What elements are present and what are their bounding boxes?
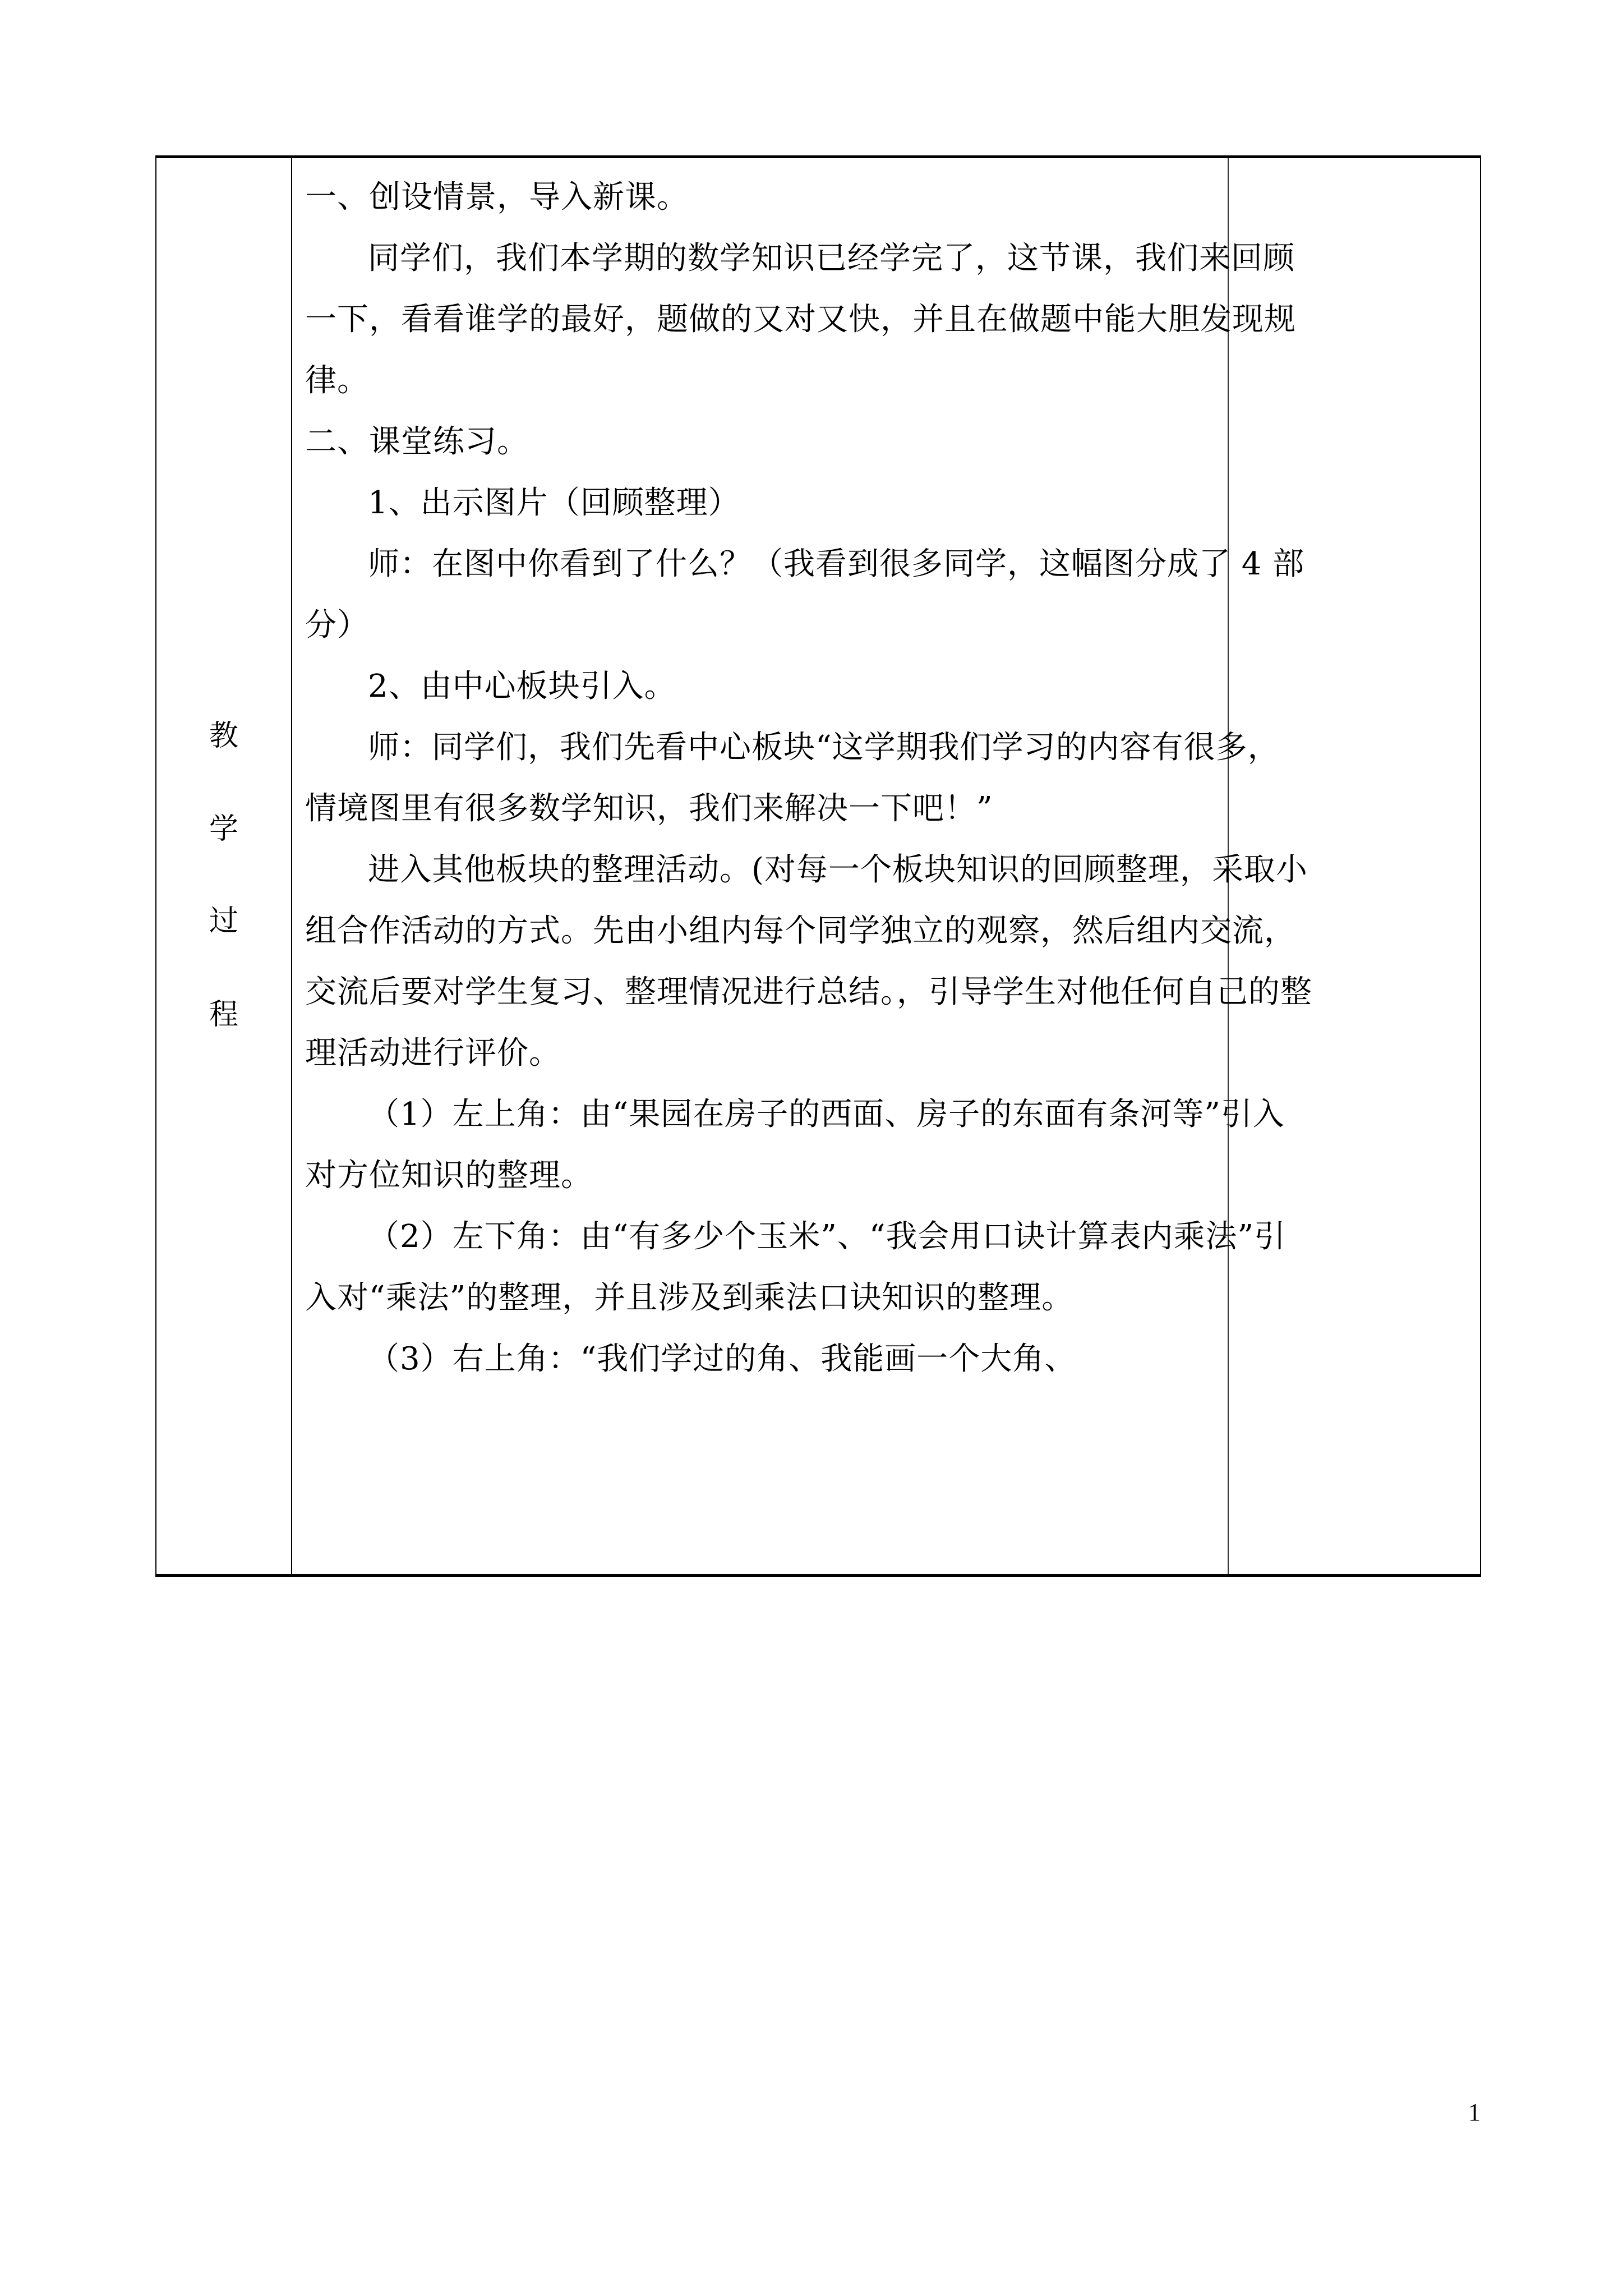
- text-line: 2、由中心板块引入。: [368, 668, 676, 705]
- text-line: （3）右上角：“我们学过的角、我能画一个大角、: [368, 1341, 1077, 1377]
- text-line: 同学们，我们本学期的数学知识已经学完了，这节课，我们来回顾: [368, 240, 1295, 277]
- section-label-char: 程: [209, 998, 238, 1032]
- text-line: 对方位知识的整理。: [305, 1157, 593, 1194]
- text-line: 组合作活动的方式。先由小组内每个同学独立的观察，然后组内交流，: [305, 913, 1296, 949]
- text-line: 入对“乘法”的整理，并且涉及到乘法口诀知识的整理。: [305, 1280, 1074, 1316]
- text-line: （2）左下角：由“有多少个玉米”、“我会用口诀计算表内乘法”引: [368, 1218, 1287, 1255]
- column-divider: [291, 158, 292, 1574]
- section-label-char: 教: [209, 719, 238, 753]
- text-line: 律。: [305, 362, 369, 399]
- text-line: 二、课堂练习。: [305, 424, 529, 460]
- text-line: 师：同学们，我们先看中心板块“这学期我们学习的内容有很多，: [368, 729, 1280, 766]
- lesson-table: [155, 155, 1481, 1577]
- page-number: 1: [1468, 2099, 1481, 2126]
- text-line: 分）: [305, 607, 369, 643]
- text-line: 师：在图中你看到了什么？（我看到很多同学，这幅图分成了 4 部: [368, 546, 1305, 582]
- text-line: （1）左上角：由“果园在房子的西面、房子的东面有条河等”引入: [368, 1096, 1285, 1133]
- text-line: 一下，看看谁学的最好，题做的又对又快，并且在做题中能大胆发现规: [305, 301, 1296, 338]
- section-label-char: 过: [209, 904, 238, 938]
- text-line: 进入其他板块的整理活动。(对每一个板块知识的回顾整理，采取小: [368, 852, 1308, 888]
- text-line: 理活动进行评价。: [305, 1035, 561, 1071]
- text-line: 一、创设情景，导入新课。: [305, 179, 689, 215]
- text-line: 情境图里有很多数学知识，我们来解决一下吧！”: [305, 790, 993, 827]
- text-line: 交流后要对学生复习、整理情况进行总结。，引导学生对他任何自己的整: [305, 974, 1312, 1010]
- section-label-char: 学: [209, 812, 238, 846]
- text-line: 1、出示图片（回顾整理）: [368, 485, 740, 521]
